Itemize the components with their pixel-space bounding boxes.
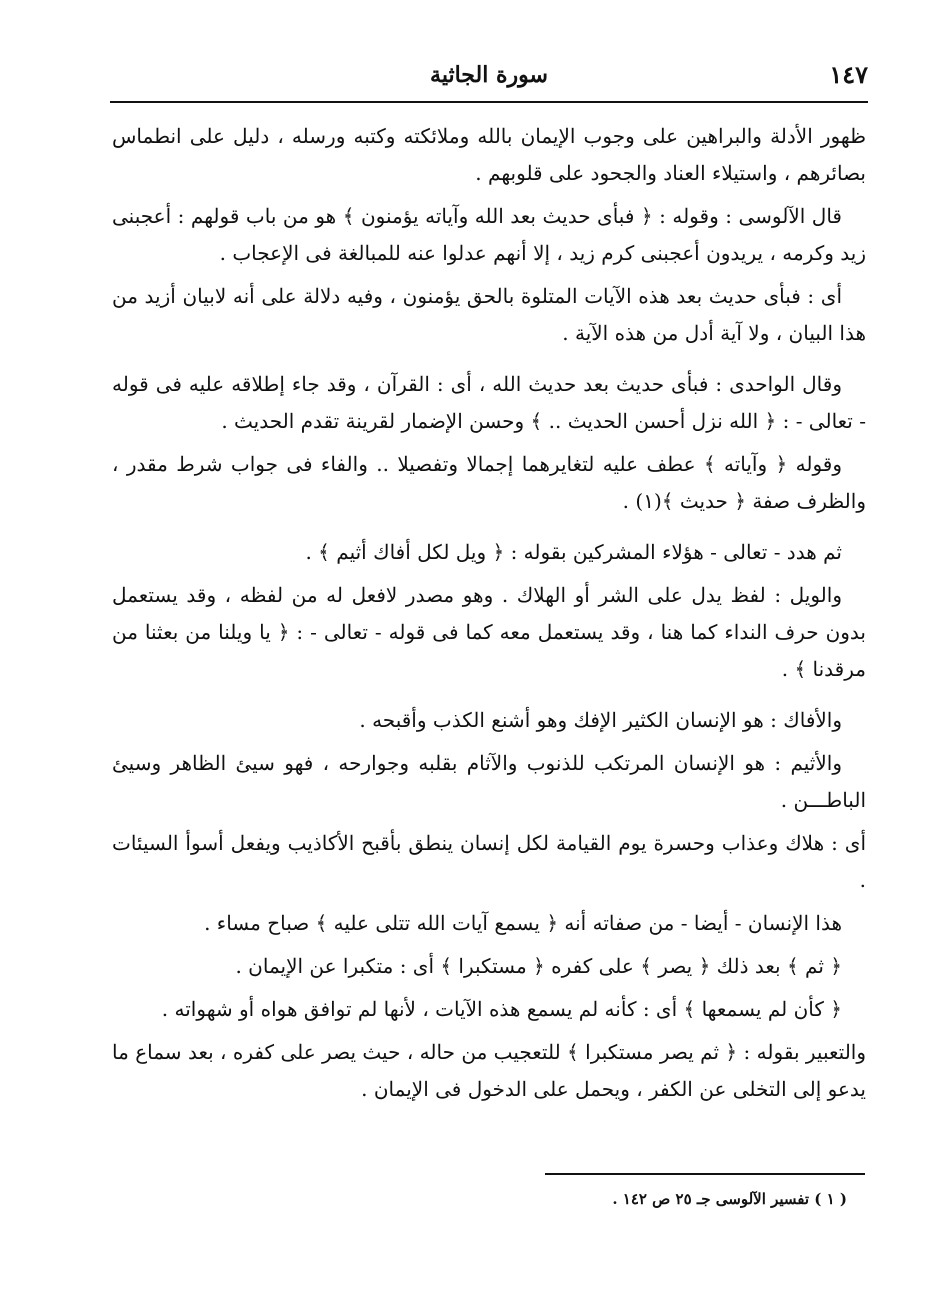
paragraph-7: والويل : لفظ يدل على الشر أو الهلاك . وهو مصدر لافعل له من لفظه ، وقد يستعمل بدون حرف النداء كما هنا ، وقد يستعمل معه كما فى قوله - تعالى - : ﴿ يا ويلنا من بعثنا من مرقدنا ﴾ . <box>112 583 866 681</box>
running-title: سورة الجاثية <box>430 62 548 88</box>
paragraph-11: هذا الإنسان - أيضا - من صفاته أنه ﴿ يسمع آيات الله تتلى عليه ﴾ صباح مساء . <box>204 911 842 935</box>
paragraph-9: والأثيم : هو الإنسان المرتكب للذنوب والآثام بقلبه وجوارحه ، فهو سيئ الظاهر وسيئ الباطـــن . <box>112 751 866 812</box>
footnote: ( ١ ) تفسير الآلوسى جـ ٢٥ ص ١٤٢ . <box>612 1190 847 1208</box>
footnote-rule <box>545 1173 865 1175</box>
paragraph-4: وقال الواحدى : فبأى حديث بعد حديث الله ، أى : القرآن ، وقد جاء إطلاقه عليه فى قوله - تعالى - : ﴿ الله نزل أحسن الحديث .. ﴾ وحسن الإضمار لقرينة تقدم الحديث . <box>112 372 866 433</box>
paragraph-5: وقوله ﴿ وآياته ﴾ عطف عليه لتغايرهما إجمالا وتفصيلا .. والفاء فى جواب شرط مقدر ، والظرف صفة ﴿ حديث ﴾(١) . <box>112 452 866 513</box>
page-number: ١٤٧ <box>829 60 868 89</box>
paragraph-2: قال الآلوسى : وقوله : ﴿ فبأى حديث بعد الله وآياته يؤمنون ﴾ هو من باب قولهم : أعجبنى زيد وكرمه ، يريدون أعجبنى كرم زيد ، إلا أنهم عدلوا عنه للمبالغة فى الإعجاب . <box>112 204 866 265</box>
paragraph-6: ثم هدد - تعالى - هؤلاء المشركين بقوله : ﴿ ويل لكل أفاك أثيم ﴾ . <box>305 540 842 564</box>
paragraph-12: ﴿ ثم ﴾ بعد ذلك ﴿ يصر ﴾ على كفره ﴿ مستكبرا ﴾ أى : متكبرا عن الإيمان . <box>235 954 842 978</box>
paragraph-1: ظهور الأدلة والبراهين على وجوب الإيمان بالله وملائكته وكتبه ورسله ، دليل على انطماس بصائرهم ، واستيلاء العناد والجحود على قلوبهم . <box>112 124 866 185</box>
header-rule <box>110 101 868 103</box>
paragraph-14: والتعبير بقوله : ﴿ ثم يصر مستكبرا ﴾ للتعجيب من حاله ، حيث يصر على كفره ، بعد سماع ما يدعو إلى التخلى عن الكفر ، ويحمل على الدخول فى الإيمان . <box>112 1040 866 1101</box>
page-header <box>110 58 868 98</box>
body-text <box>112 118 866 1114</box>
paragraph-10: أى : هلاك وعذاب وحسرة يوم القيامة لكل إنسان ينطق بأقبح الأكاذيب ويفعل أسوأ السيئات . <box>112 831 866 892</box>
paragraph-13: ﴿ كأن لم يسمعها ﴾ أى : كأنه لم يسمع هذه الآيات ، لأنها لم توافق هواه أو شهواته . <box>161 997 842 1021</box>
paragraph-3: أى : فبأى حديث بعد هذه الآيات المتلوة بالحق يؤمنون ، وفيه دلالة على أنه لابيان أزيد من هذا البيان ، ولا آية أدل من هذه الآية . <box>112 284 866 345</box>
paragraph-8: والأفاك : هو الإنسان الكثير الإفك وهو أشنع الكذب وأقبحه . <box>359 708 842 732</box>
